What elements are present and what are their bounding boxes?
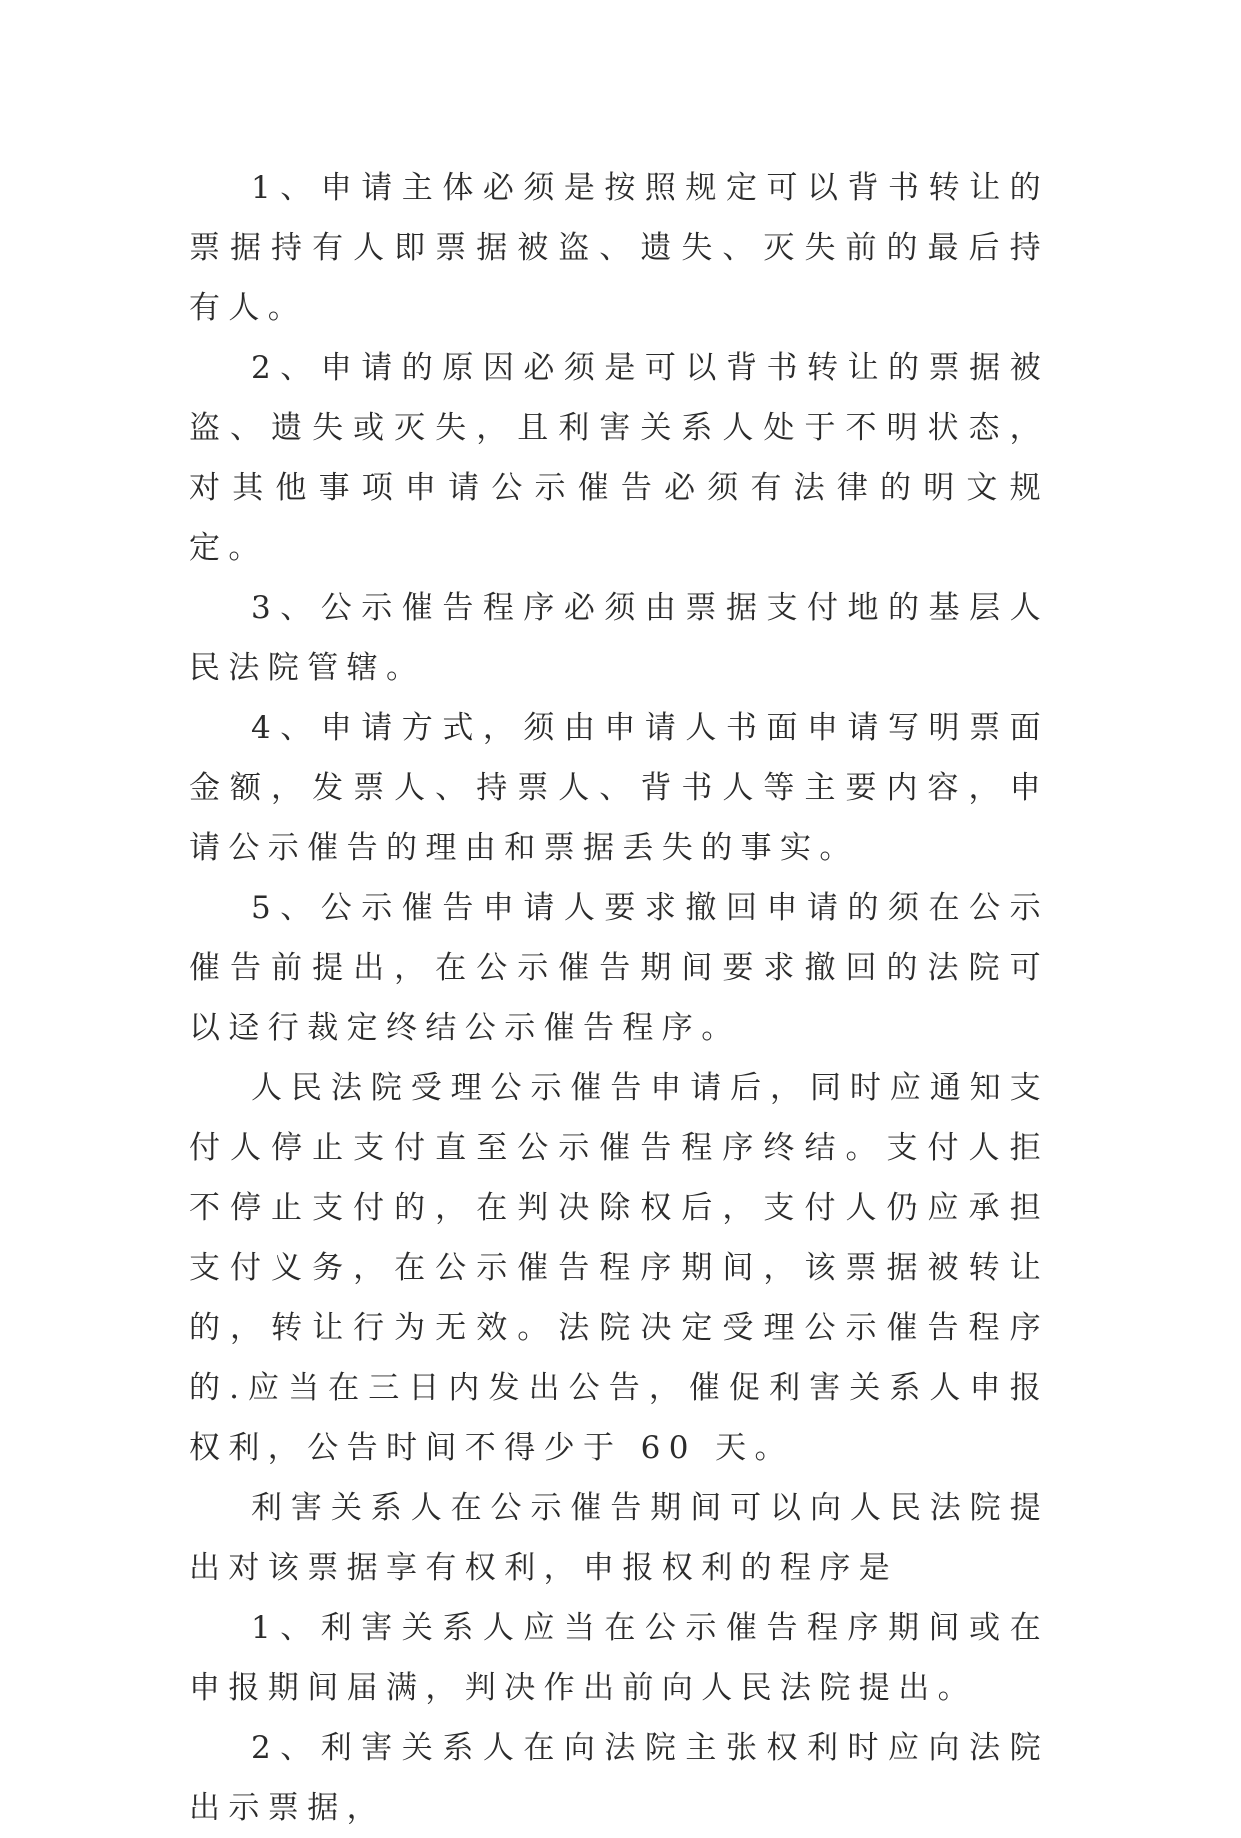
paragraph-4: 4、申请方式，须由申请人书面申请写明票面金额，发票人、持票人、背书人等主要内容，申请公示催告的理由和票据丢失的事实。: [189, 710, 1049, 866]
paragraph-9: 2、利害关系人在向法院主张权利时应向法院出示票据，: [189, 1730, 1049, 1826]
paragraph-6: 人民法院受理公示催告申请后，同时应通知支付人停止支付直至公示催告程序终结。支付人拒不停止支付的，在判决除权后，支付人仍应承担支付义务，在公示催告程序期间，该票据被转让的，转让行为无效。法院决定受理公示催告程序的.应当在三日内发出公告，催促利害关系人申报权利，公告时间不得少于 60 天。: [189, 1070, 1049, 1466]
paragraph-7: 利害关系人在公示催告期间可以向人民法院提出对该票据享有权利，申报权利的程序是: [189, 1490, 1049, 1586]
paragraph-5: 5、公示催告申请人要求撤回申请的须在公示催告前提出，在公示催告期间要求撤回的法院可以迳行裁定终结公示催告程序。: [189, 890, 1049, 1046]
paragraph-8: 1、利害关系人应当在公示催告程序期间或在申报期间届满，判决作出前向人民法院提出。: [189, 1610, 1049, 1706]
paragraph-1: 1、申请主体必须是按照规定可以背书转让的票据持有人即票据被盗、遗失、灭失前的最后持有人。: [189, 170, 1049, 326]
document-body: [189, 158, 1049, 1838]
paragraph-3: 3、公示催告程序必须由票据支付地的基层人民法院管辖。: [189, 590, 1049, 686]
paragraph-2: 2、申请的原因必须是可以背书转让的票据被盗、遗失或灭失，且利害关系人处于不明状态，对其他事项申请公示催告必须有法律的明文规定。: [189, 350, 1049, 566]
